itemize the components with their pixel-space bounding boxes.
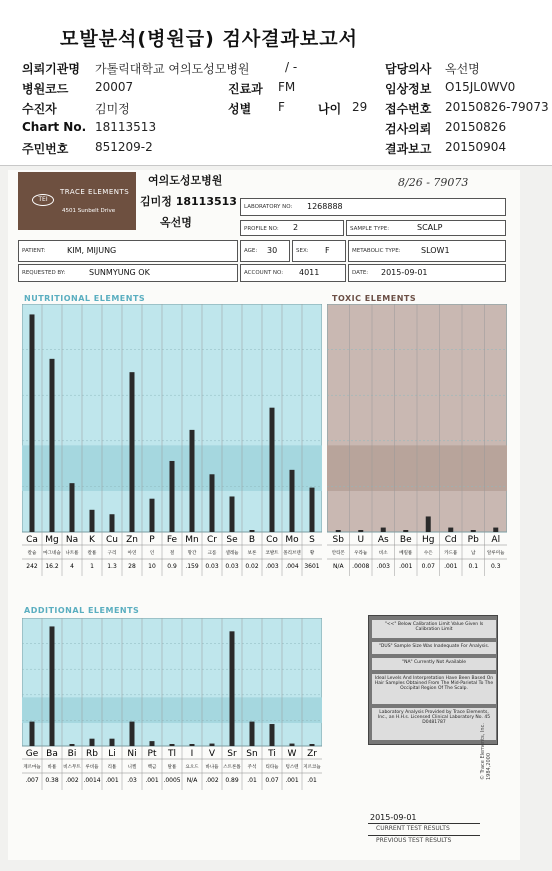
header-value: F [278,100,285,114]
sex-box: SEX: F [292,240,346,262]
toxic-title: TOXIC ELEMENTS [332,294,417,303]
value-Mo: .004 [285,563,299,570]
value-Co: .003 [265,563,279,570]
stamp-hospital: 여의도성모병원 [148,174,223,187]
value-Rb: .0014 [83,777,101,784]
korean-name-Mo: 몰리브덴 [283,551,301,556]
korean-name-Na: 나트륨 [65,551,79,556]
header-label: 성별 [228,102,252,116]
bar-V [210,744,215,746]
current-results-label: CURRENT TEST RESULTS [376,825,450,832]
symbol-Bi: Bi [67,749,77,759]
value-Sb: N/A [332,563,344,570]
korean-name-Zr: 지르코늄 [303,765,321,770]
bar-Se [230,496,235,532]
value-Cr: 0.03 [205,563,219,570]
bar-U [358,530,363,532]
header-value: O15JL0WV0 [445,80,516,94]
symbol-Mn: Mn [185,535,199,545]
handwritten-note: 8/26 - 79073 [398,176,469,189]
lab-no-box: LABORATORY NO: 1268888 [240,198,506,216]
logo-text: TRACE ELEMENTS [60,188,130,196]
bar-Mo [290,470,295,532]
symbol-V: V [208,749,216,759]
symbol-S: S [309,535,315,545]
header-label: 담당의사 [385,62,432,76]
age-box: AGE: 30 [240,240,290,262]
symbol-Mo: Mo [285,535,299,545]
patient-box: PATIENT: KIM, MIJUNG [18,240,238,262]
bar-P [150,499,155,532]
bar-K [90,510,95,532]
value-Tl: .0005 [163,777,181,784]
header-label: 주민번호 [22,142,69,156]
value-Cu: 1.3 [107,563,117,570]
korean-name-Tl: 탈륨 [167,765,177,770]
sex: F [325,246,330,255]
header-label: 접수번호 [385,102,432,116]
symbol-Al: Al [491,535,501,545]
korean-name-Hg: 수은 [423,551,433,556]
korean-name-I: 요오드 [185,765,199,770]
bar-As [381,528,386,532]
header-value: 851209-2 [95,140,153,154]
value-K: 1 [90,563,94,570]
bar-I [190,744,195,746]
bar-Hg [426,516,431,532]
requested-by: SUNMYUNG OK [89,268,150,277]
nutritional-title: NUTRITIONAL ELEMENTS [24,294,146,303]
korean-name-B: 보론 [247,551,257,556]
value-Sn: .01 [247,777,257,784]
symbol-Li: Li [108,749,116,759]
korean-name-Cd: 카드뮴 [444,551,458,556]
header-value: FM [278,80,296,94]
korean-name-Bi: 비스무트 [63,765,81,770]
bar-Mg [50,359,55,532]
legend-notes [368,615,498,745]
value-Zr: .01 [307,777,317,784]
symbol-Cu: Cu [106,535,118,545]
bar-Pb [471,530,476,532]
header-label: 수진자 [22,102,57,116]
symbol-Ni: Ni [127,749,137,759]
bar-Pt [150,741,155,746]
value-Se: 0.03 [225,563,239,570]
bar-Zr [310,744,315,746]
previous-results-label: PREVIOUS TEST RESULTS [376,837,452,844]
symbol-Zr: Zr [307,749,317,759]
bar-Ba [50,626,55,746]
value-Ca: 242 [26,563,38,570]
header-label: 진료과 [228,82,263,96]
korean-name-S: 황 [309,551,315,556]
symbol-Ca: Ca [26,535,38,545]
value-Ba: 0.38 [45,777,59,784]
logo-address: 4501 Sunbelt Drive [62,208,116,214]
symbol-Tl: Tl [168,749,176,759]
value-Ni: .03 [127,777,137,784]
header-value: 29 [352,100,368,114]
value-Cd: .001 [444,563,458,570]
symbol-B: B [248,535,256,545]
bar-Fe [170,461,175,532]
bar-Li [110,739,115,746]
korean-name-Mn: 망간 [187,551,197,556]
page-title: 모발분석(병원급) 검사결과보고서 [60,28,358,50]
symbol-Hg: Hg [422,535,435,545]
footer-date: 2015-09-01 [370,813,417,822]
bar-W [290,744,295,746]
korean-name-Sn: 주석 [247,765,257,770]
korean-name-Cr: 크롬 [207,551,217,556]
korean-name-P: 인 [149,551,155,556]
bar-Zn [130,372,135,532]
note-dus: "DUS" Sample Size Was Inadequate For Analysis. [372,642,496,654]
additional-svg [22,618,322,790]
korean-name-Sb: 안티몬 [331,551,345,556]
korean-name-Be: 베릴륨 [399,551,413,556]
symbol-Fe: Fe [166,535,178,545]
header-label: 검사의뢰 [385,122,432,136]
symbol-Pb: Pb [467,535,479,545]
symbol-As: As [377,535,389,545]
korean-name-K: 칼륨 [87,551,97,556]
header-value: 가톨릭대학교 여의도성모병원 [95,62,250,76]
symbol-Be: Be [399,535,412,545]
age: 30 [267,246,278,255]
header-value: 20150826-79073 [445,100,549,114]
header-label: 나이 [318,102,342,116]
metabolic-type: SLOW1 [421,246,450,255]
korean-name-Zn: 아연 [127,551,137,556]
symbol-Cd: Cd [444,535,457,545]
value-Pb: 0.1 [468,563,479,570]
bar-Mn [190,430,195,532]
symbol-U: U [357,535,365,545]
copyright: © Trace Elements, Inc. 1984,2000 [480,723,492,780]
lab-no: 1268888 [307,202,343,211]
bar-Co [270,408,275,532]
korean-name-W: 텅스텐 [285,765,299,770]
account-no: 4011 [299,268,320,277]
value-Li: .001 [105,777,119,784]
symbol-Cr: Cr [207,535,217,545]
value-B: 0.02 [245,563,259,570]
bar-Tl [170,744,175,746]
patient-name: KIM, MIJUNG [67,246,117,255]
value-Mn: .159 [185,563,199,570]
header-label: 병원코드 [22,82,69,96]
korean-name-Co: 코발트 [265,551,279,556]
header-value: 20150826 [445,120,507,134]
value-Al: 0.3 [490,563,501,570]
value-Be: .001 [399,563,413,570]
korean-name-Mg: 마그네슘 [43,551,61,556]
symbol-Pt: Pt [147,749,157,759]
symbol-I: I [190,749,194,759]
note-below-limit: "<<" Below Calibration Limit Value Given Is Calibration Limit [372,620,496,638]
symbol-Rb: Rb [86,749,98,759]
nutritional-svg [22,304,322,576]
bar-Bi [70,744,75,746]
value-P: 10 [148,563,156,570]
value-Pt: .001 [145,777,159,784]
bar-Be [403,530,408,532]
value-Bi: .002 [65,777,79,784]
value-Zn: 28 [128,563,136,570]
stamp-doctor: 옥선명 [160,216,192,229]
metabolic-box: METABOLIC TYPE: SLOW1 [348,240,506,262]
bar-Cr [210,474,215,532]
value-Sr: 0.89 [225,777,239,784]
symbol-Na: Na [65,535,79,545]
date-box: DATE: 2015-09-01 [348,264,506,282]
value-Ti: 0.07 [265,777,279,784]
korean-name-Ge: 게르마늄 [23,765,41,770]
symbol-Se: Se [226,535,238,545]
symbol-Ti: Ti [268,749,276,759]
trace-elements-logo [18,172,136,230]
symbol-W: W [287,749,297,759]
symbol-Ge: Ge [25,749,39,759]
bar-Ge [30,722,35,746]
header-value: 옥선명 [445,62,480,76]
note-ideal-levels: Ideal Levels And Interpretation Have Been Based On Hair Samples Obtained From The Mid-Parietal To The Occipital Region Of The Scalp. [372,674,496,704]
profile-no: 2 [293,223,299,232]
value-S: 3601 [304,563,320,570]
symbol-Sb: Sb [332,535,344,545]
note-lab: Laboratory Analysis Provided by Trace Elements, Inc., an H.H.s. Licensed Clinical Laboratory No. 45 D0481787 [372,708,496,740]
value-As: .003 [376,563,390,570]
note-na: "NA" Currently Not Available [372,658,496,670]
bar-Na [70,483,75,532]
bar-Ca [30,314,35,532]
korean-name-Ni: 니켈 [127,765,137,770]
report-date: 2015-09-01 [381,268,428,277]
korean-name-Ba: 바륨 [47,765,57,770]
bar-Sn [250,722,255,746]
sample-type-box: SAMPLE TYPE: SCALP [346,220,506,236]
header-value: 20150904 [445,140,507,154]
value-I: N/A [186,777,198,784]
bar-Sr [230,631,235,746]
profile-box: PROFILE NO: 2 [240,220,344,236]
value-Na: 4 [70,563,74,570]
toxic-svg [327,304,507,576]
bar-Sb [336,530,341,532]
value-Ge: .007 [25,777,39,784]
korean-name-Li: 리튬 [107,765,117,770]
bar-S [310,488,315,532]
bar-Ni [130,722,135,746]
additional-title: ADDITIONAL ELEMENTS [24,606,140,615]
value-W: .001 [285,777,299,784]
bar-Ti [270,724,275,746]
korean-name-As: 비소 [378,551,388,556]
korean-name-Ca: 칼슘 [27,551,37,556]
header-value: 20007 [95,80,134,94]
korean-name-Cu: 구리 [107,551,117,556]
value-V: .002 [205,777,219,784]
header-value: / - [285,60,298,74]
value-Fe: 0.9 [167,563,177,570]
symbol-Co: Co [266,535,278,545]
symbol-Sn: Sn [246,749,258,759]
stamp-patient: 김미정 18113513 [140,195,237,208]
tei-logo-icon: TEI [32,194,54,206]
header-label: 임상정보 [385,82,432,96]
header-label: Chart No. [22,120,87,134]
korean-name-Pt: 백금 [147,765,157,770]
bar-B [250,530,255,532]
symbol-Zn: Zn [126,535,138,545]
symbol-Ba: Ba [46,749,58,759]
bar-Rb [90,739,95,746]
value-U: .0008 [352,563,370,570]
korean-name-Sr: 스트론튬 [223,765,241,770]
header-label: 결과보고 [385,142,432,156]
korean-name-Al: 알루미늄 [487,551,505,556]
symbol-K: K [89,535,95,545]
bar-Al [493,528,498,532]
header-value: 김미정 [95,102,130,116]
report-header [0,0,552,166]
bar-Cu [110,514,115,532]
bar-Cd [448,528,453,532]
korean-name-Rb: 루비듐 [85,765,99,770]
requested-box: REQUESTED BY: SUNMYUNG OK [18,264,238,282]
korean-name-U: 우라늄 [354,551,368,556]
value-Hg: 0.07 [421,563,435,570]
header-label: 의뢰기관명 [22,62,80,76]
account-box: ACCOUNT NO: 4011 [240,264,346,282]
symbol-P: P [149,535,155,545]
symbol-Sr: Sr [227,749,237,759]
korean-name-Ti: 티타늄 [265,765,279,770]
header-value: 18113513 [95,120,157,134]
sample-type: SCALP [417,223,443,232]
korean-name-Se: 셀레늄 [225,551,239,556]
korean-name-V: 바나듐 [205,765,219,770]
symbol-Mg: Mg [45,535,59,545]
korean-name-Fe: 철 [169,551,175,556]
value-Mg: 16.2 [45,563,59,570]
korean-name-Pb: 납 [471,551,476,556]
